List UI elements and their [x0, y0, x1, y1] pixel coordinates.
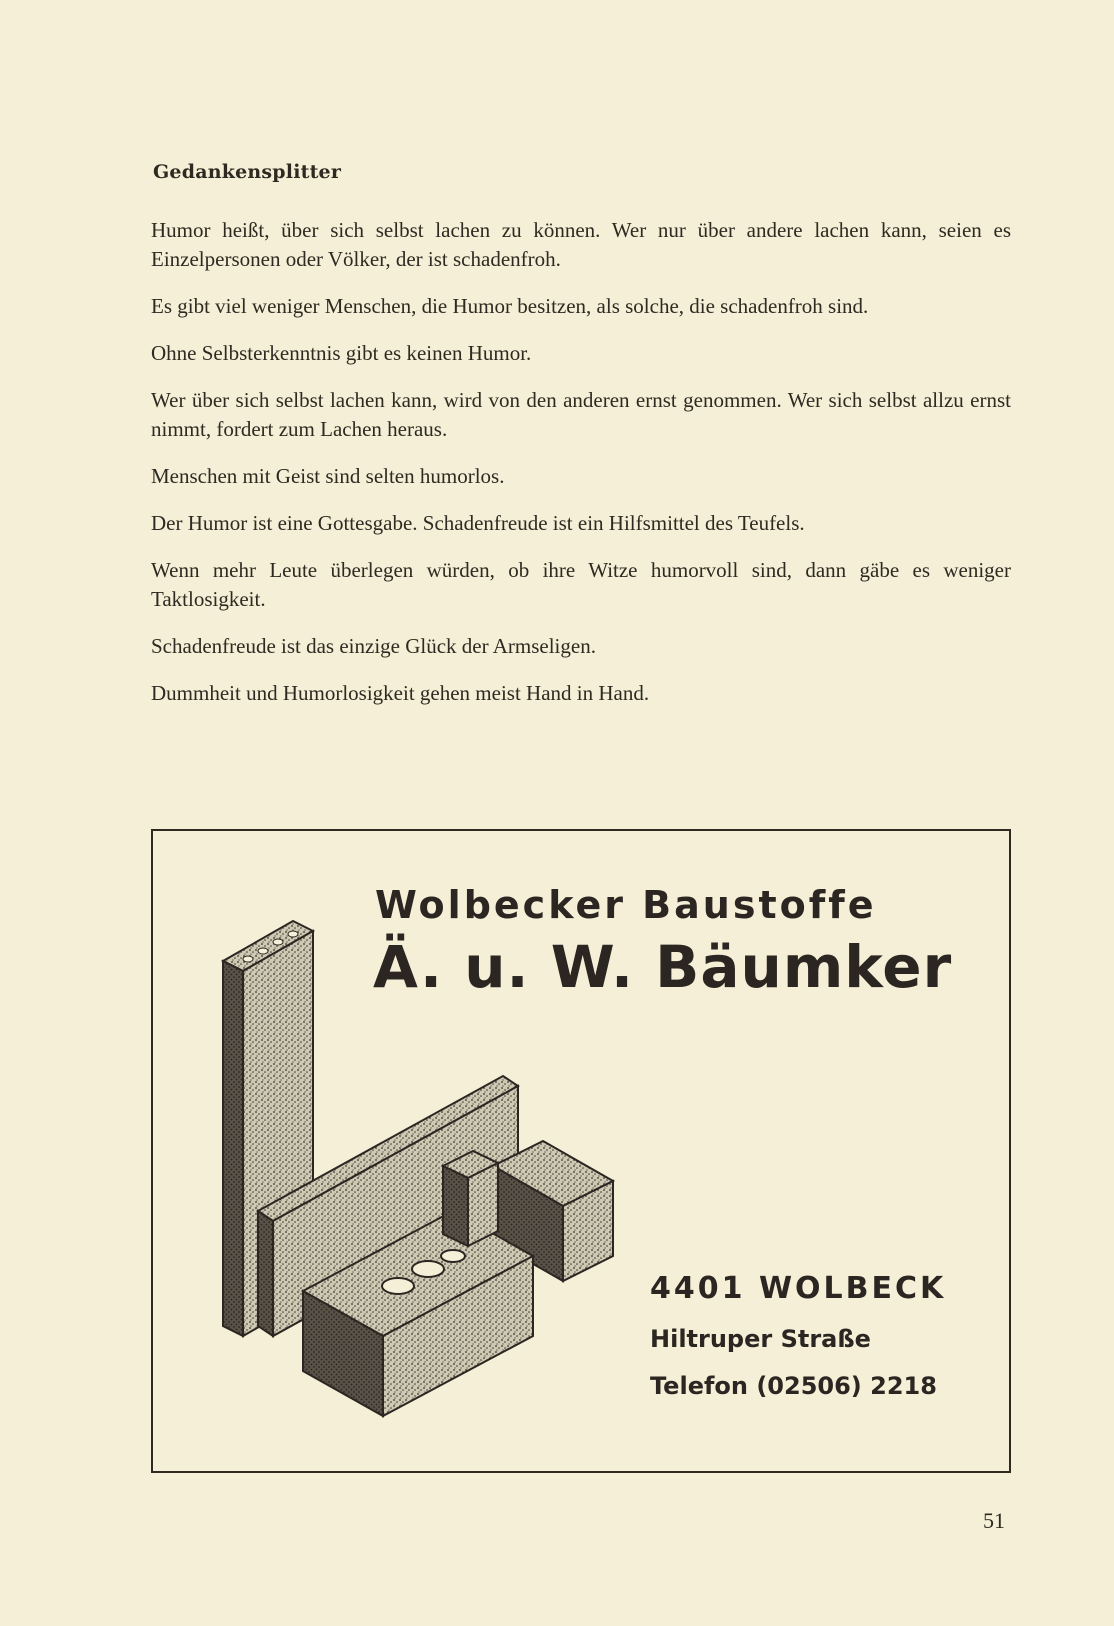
aphorism-4: Wer über sich selbst lachen kann, wird von den anderen ernst genommen. Wer sich selbst allzu ernst nimmt, fordert zum Lachen heraus.	[151, 388, 1011, 441]
ad-phone: Telefon (02506) 2218	[650, 1372, 937, 1400]
ad-owner-line: Ä. u. W. Bäumker	[373, 933, 953, 1001]
aphorism-7: Wenn mehr Leute überlegen würden, ob ihre Witze humorvoll sind, dann gäbe es weniger Taktlosigkeit.	[151, 558, 1011, 611]
aphorism-8: Schadenfreude ist das einzige Glück der Armseligen.	[151, 634, 596, 658]
ad-street: Hiltruper Straße	[650, 1325, 871, 1353]
aphorism-2: Es gibt viel weniger Menschen, die Humor besitzen, als solche, die schadenfroh sind.	[151, 294, 869, 318]
aphorism-6: Der Humor ist eine Gottesgabe. Schadenfreude ist ein Hilfsmittel des Teufels.	[151, 511, 805, 535]
advertisement-box	[151, 829, 1011, 1473]
aphorism-list	[151, 216, 1011, 726]
ad-company-line: Wolbecker Baustoffe	[375, 883, 877, 927]
building-blocks-illustration	[213, 901, 653, 1421]
aphorism-5: Menschen mit Geist sind selten humorlos.	[151, 464, 505, 488]
small-brick-shape	[443, 1151, 498, 1246]
aphorism-3: Ohne Selbsterkenntnis gibt es keinen Humor.	[151, 341, 532, 365]
aphorism-9: Dummheit und Humorlosigkeit gehen meist Hand in Hand.	[151, 681, 650, 705]
page-number: 51	[983, 1508, 1005, 1533]
aphorism-1: Humor heißt, über sich selbst lachen zu können. Wer nur über andere lachen kann, seien es Einzelpersonen oder Völker, der ist schadenfroh.	[151, 218, 1011, 271]
section-heading: Gedankensplitter	[153, 161, 342, 183]
ad-city: 4401 WOLBECK	[650, 1271, 947, 1306]
